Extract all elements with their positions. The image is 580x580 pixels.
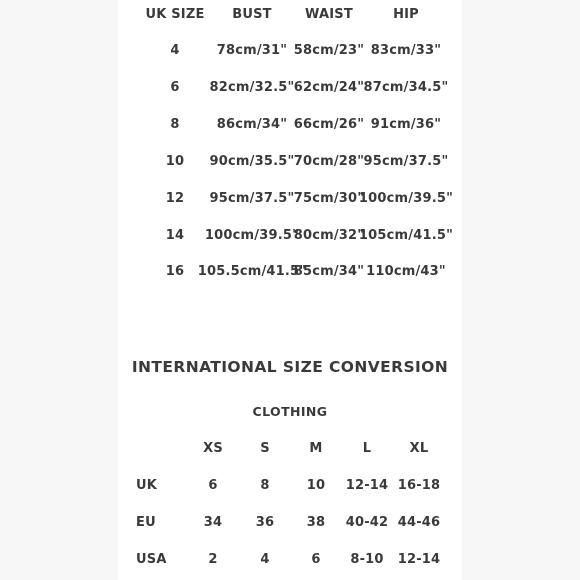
uk-size-cell: 16 [165, 264, 185, 279]
bust-cell: 90cm/35.5" [209, 154, 295, 169]
waist-cell: 75cm/30" [293, 191, 365, 206]
region-label: USA [136, 552, 167, 567]
uk-size-cell: 12 [165, 191, 185, 206]
size-header-xl: XL [409, 441, 429, 456]
conversion-cell: 36 [255, 515, 275, 530]
conversion-cell: 12-14 [397, 552, 441, 567]
size-header-s: S [260, 441, 270, 456]
header-uk-size: UK SIZE [145, 7, 205, 22]
bust-cell: 78cm/31" [216, 43, 288, 58]
conversion-cell: 34 [203, 515, 223, 530]
size-header-l: L [362, 441, 372, 456]
conversion-title: INTERNATIONAL SIZE CONVERSION [131, 358, 449, 376]
waist-cell: 58cm/23" [293, 43, 365, 58]
hip-cell: 105cm/41.5" [358, 228, 454, 243]
conversion-cell: 44-46 [397, 515, 441, 530]
waist-cell: 80cm/32" [293, 228, 365, 243]
bust-cell: 105.5cm/41.5" [197, 264, 307, 279]
conversion-cell: 4 [260, 552, 270, 567]
conversion-cell: 8-10 [350, 552, 384, 567]
conversion-cell: 12-14 [345, 478, 389, 493]
header-waist: WAIST [305, 7, 353, 22]
waist-cell: 85cm/34" [293, 264, 365, 279]
hip-cell: 100cm/39.5" [358, 191, 454, 206]
uk-size-cell: 8 [170, 117, 180, 132]
conversion-cell: 16-18 [397, 478, 441, 493]
hip-cell: 91cm/36" [370, 117, 442, 132]
conversion-cell: 8 [260, 478, 270, 493]
hip-cell: 110cm/43" [366, 264, 446, 279]
uk-size-cell: 10 [165, 154, 185, 169]
header-hip: HIP [393, 7, 419, 22]
region-label: EU [136, 515, 156, 530]
bust-cell: 95cm/37.5" [209, 191, 295, 206]
conversion-subtitle: CLOTHING [252, 404, 328, 419]
waist-cell: 70cm/28" [293, 154, 365, 169]
size-header-m: M [309, 441, 323, 456]
conversion-cell: 2 [208, 552, 218, 567]
hip-cell: 87cm/34.5" [363, 80, 449, 95]
bust-cell: 82cm/32.5" [209, 80, 295, 95]
size-header-xs: XS [203, 441, 223, 456]
bust-cell: 86cm/34" [216, 117, 288, 132]
hip-cell: 95cm/37.5" [363, 154, 449, 169]
waist-cell: 66cm/26" [293, 117, 365, 132]
hip-cell: 83cm/33" [370, 43, 442, 58]
uk-size-cell: 6 [170, 80, 180, 95]
conversion-cell: 10 [306, 478, 326, 493]
uk-size-cell: 14 [165, 228, 185, 243]
bust-cell: 100cm/39.5" [204, 228, 300, 243]
uk-size-cell: 4 [170, 43, 180, 58]
conversion-cell: 38 [306, 515, 326, 530]
header-bust: BUST [232, 7, 272, 22]
conversion-cell: 6 [208, 478, 218, 493]
waist-cell: 62cm/24" [293, 80, 365, 95]
conversion-cell: 6 [311, 552, 321, 567]
region-label: UK [136, 478, 158, 493]
conversion-cell: 40-42 [345, 515, 389, 530]
